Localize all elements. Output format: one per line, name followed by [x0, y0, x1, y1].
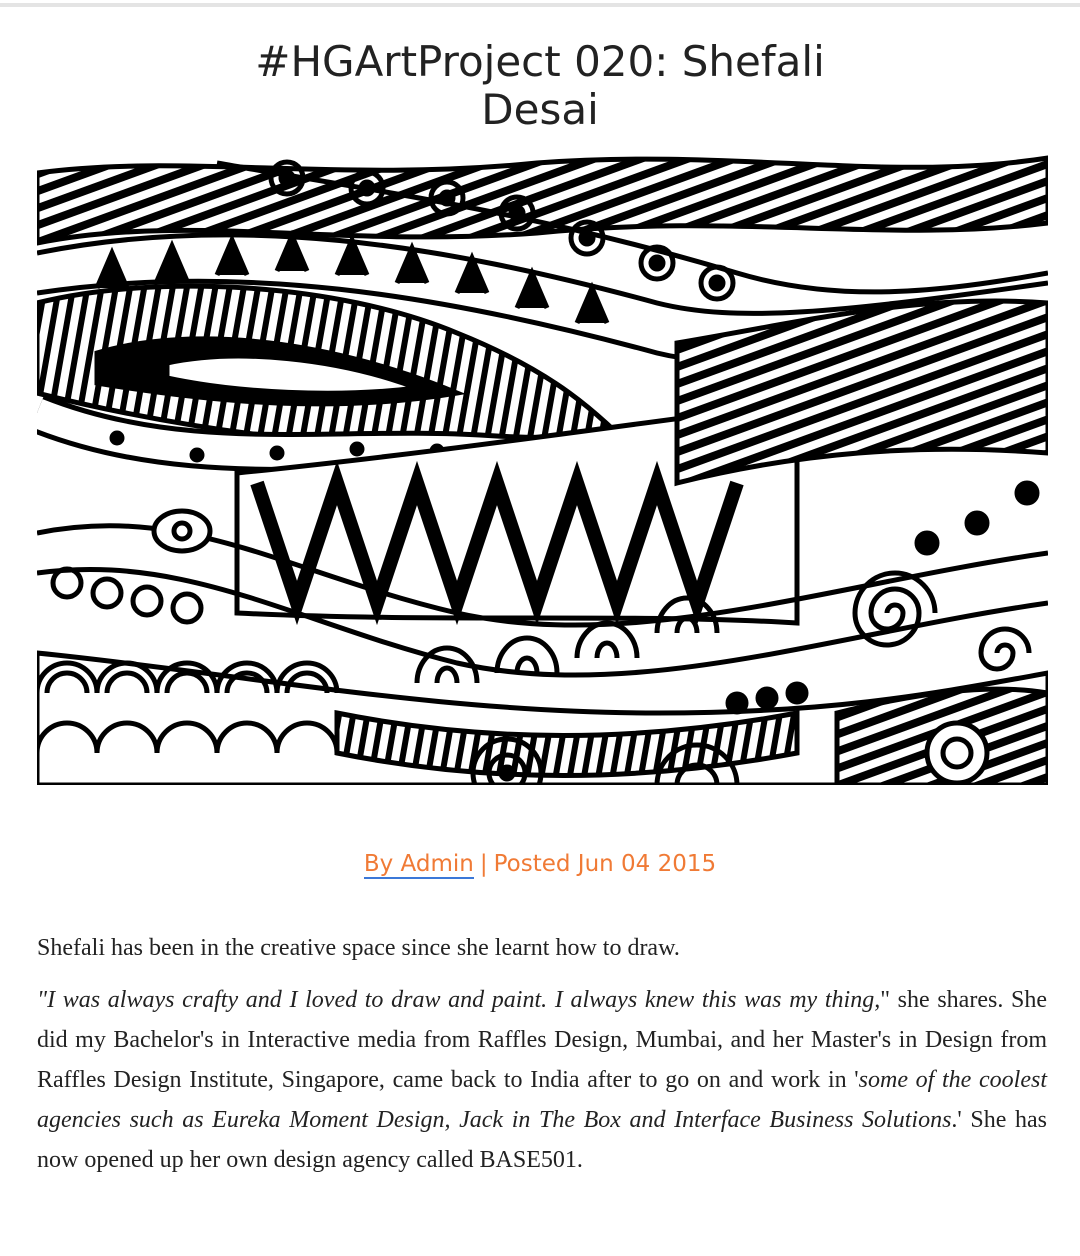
post-date: Posted Jun 04 2015 [493, 851, 717, 877]
agencies-text: some of the coolest agencies such as Eureka Moment Design, Jack in The Box and Interface Business Solutions [37, 1067, 1047, 1133]
quote-after: " she shares. She did my Bachelor's in Interactive media from Raffles Design, Mumbai, and her Master's in Design from Raffles Design Institute, Singapore, came back to India after to go on and work in ' [37, 987, 1047, 1093]
paragraph-intro: Shefali has been in the creative space since she learnt how to draw. [37, 935, 680, 961]
doodle-art-illustration [37, 153, 1048, 785]
post-byline [0, 851, 1080, 877]
paragraph-quote [37, 980, 1047, 1180]
post-title-line-2: Desai [481, 85, 599, 134]
byline-prefix [364, 851, 474, 879]
quote-text: "I was always crafty and I loved to draw and paint. I always knew this was my thing, [37, 987, 881, 1013]
post-title-line-1: #HGArtProject 020: Shefali [255, 37, 825, 86]
post-title [140, 38, 940, 134]
article-body [37, 928, 1047, 1192]
hero-image [37, 153, 1048, 785]
top-divider [0, 3, 1080, 7]
paragraph-ending: .' She has now opened up her own design agency called BASE501. [37, 1107, 1047, 1173]
byline-separator: | [479, 851, 488, 877]
author-link[interactable]: By Admin [363, 851, 474, 877]
